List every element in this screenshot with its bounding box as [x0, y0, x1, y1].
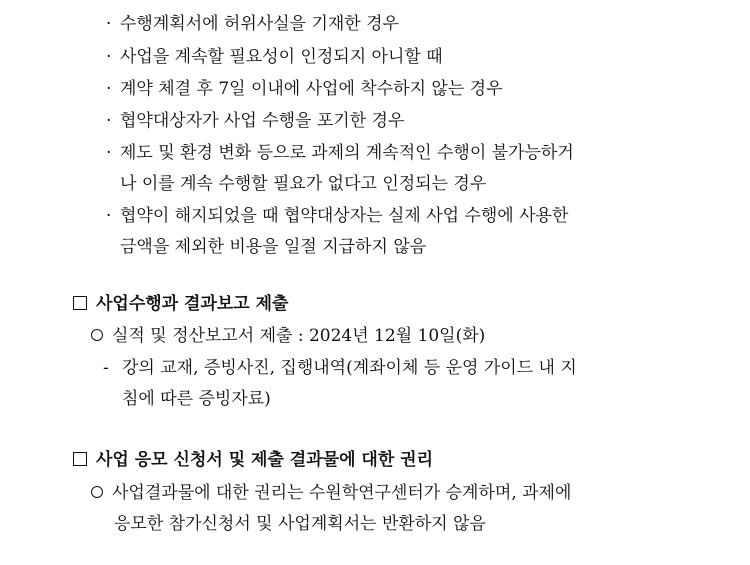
section1-item-text: 실적 및 정산보고서 제출 : 2024년 12월 10일(화): [112, 326, 486, 346]
bullet-dot: ·: [106, 111, 112, 131]
section2-item-line1: 사업결과물에 대한 권리는 수원학연구센터가 승계하며, 과제에: [112, 483, 572, 503]
section1-title: 사업수행과 결과보고 제출: [96, 294, 289, 314]
section2-heading: [73, 448, 433, 472]
condition-item: 사업을 계속할 필요성이 인정되지 아니할 때: [120, 47, 443, 67]
section1-item: [91, 324, 485, 348]
condition-item: 계약 체결 후 7일 이내에 사업에 착수하지 않는 경우: [120, 79, 503, 99]
section1-sub-line2: 침에 따른 증빙자료): [122, 389, 271, 409]
section2-item-line2: 응모한 참가신청서 및 사업계획서는 반환하지 않음: [114, 514, 486, 534]
bullet-dot: ·: [106, 14, 112, 34]
condition-item-line1: 제도 및 환경 변화 등으로 과제의 계속적인 수행이 불가능하거: [120, 143, 574, 163]
section2-title: 사업 응모 신청서 및 제출 결과물에 대한 권리: [96, 450, 434, 470]
section1-heading: [73, 292, 288, 316]
circle-bullet-icon: [91, 329, 103, 341]
condition-item-line1: 협약이 해지되었을 때 협약대상자는 실제 사업 수행에 사용한: [120, 206, 569, 226]
bullet-dot: ·: [106, 143, 112, 163]
dash-bullet: -: [103, 358, 109, 378]
bullet-dot: ·: [106, 79, 112, 99]
condition-item: 수행계획서에 허위사실을 기재한 경우: [120, 14, 399, 34]
bullet-dot: ·: [106, 47, 112, 67]
section1-sub-line1: 강의 교재, 증빙사진, 집행내역(계좌이체 등 운영 가이드 내 지: [122, 358, 577, 378]
bullet-dot: ·: [106, 206, 112, 226]
condition-item-line2: 금액을 제외한 비용을 일절 지급하지 않음: [120, 237, 427, 257]
section2-item: [91, 481, 571, 505]
condition-item: 협약대상자가 사업 수행을 포기한 경우: [120, 111, 405, 131]
square-bullet-icon: [73, 452, 87, 466]
condition-item-line2: 나 이를 계속 수행할 필요가 없다고 인정되는 경우: [120, 174, 487, 194]
square-bullet-icon: [73, 296, 87, 310]
circle-bullet-icon: [91, 486, 103, 498]
